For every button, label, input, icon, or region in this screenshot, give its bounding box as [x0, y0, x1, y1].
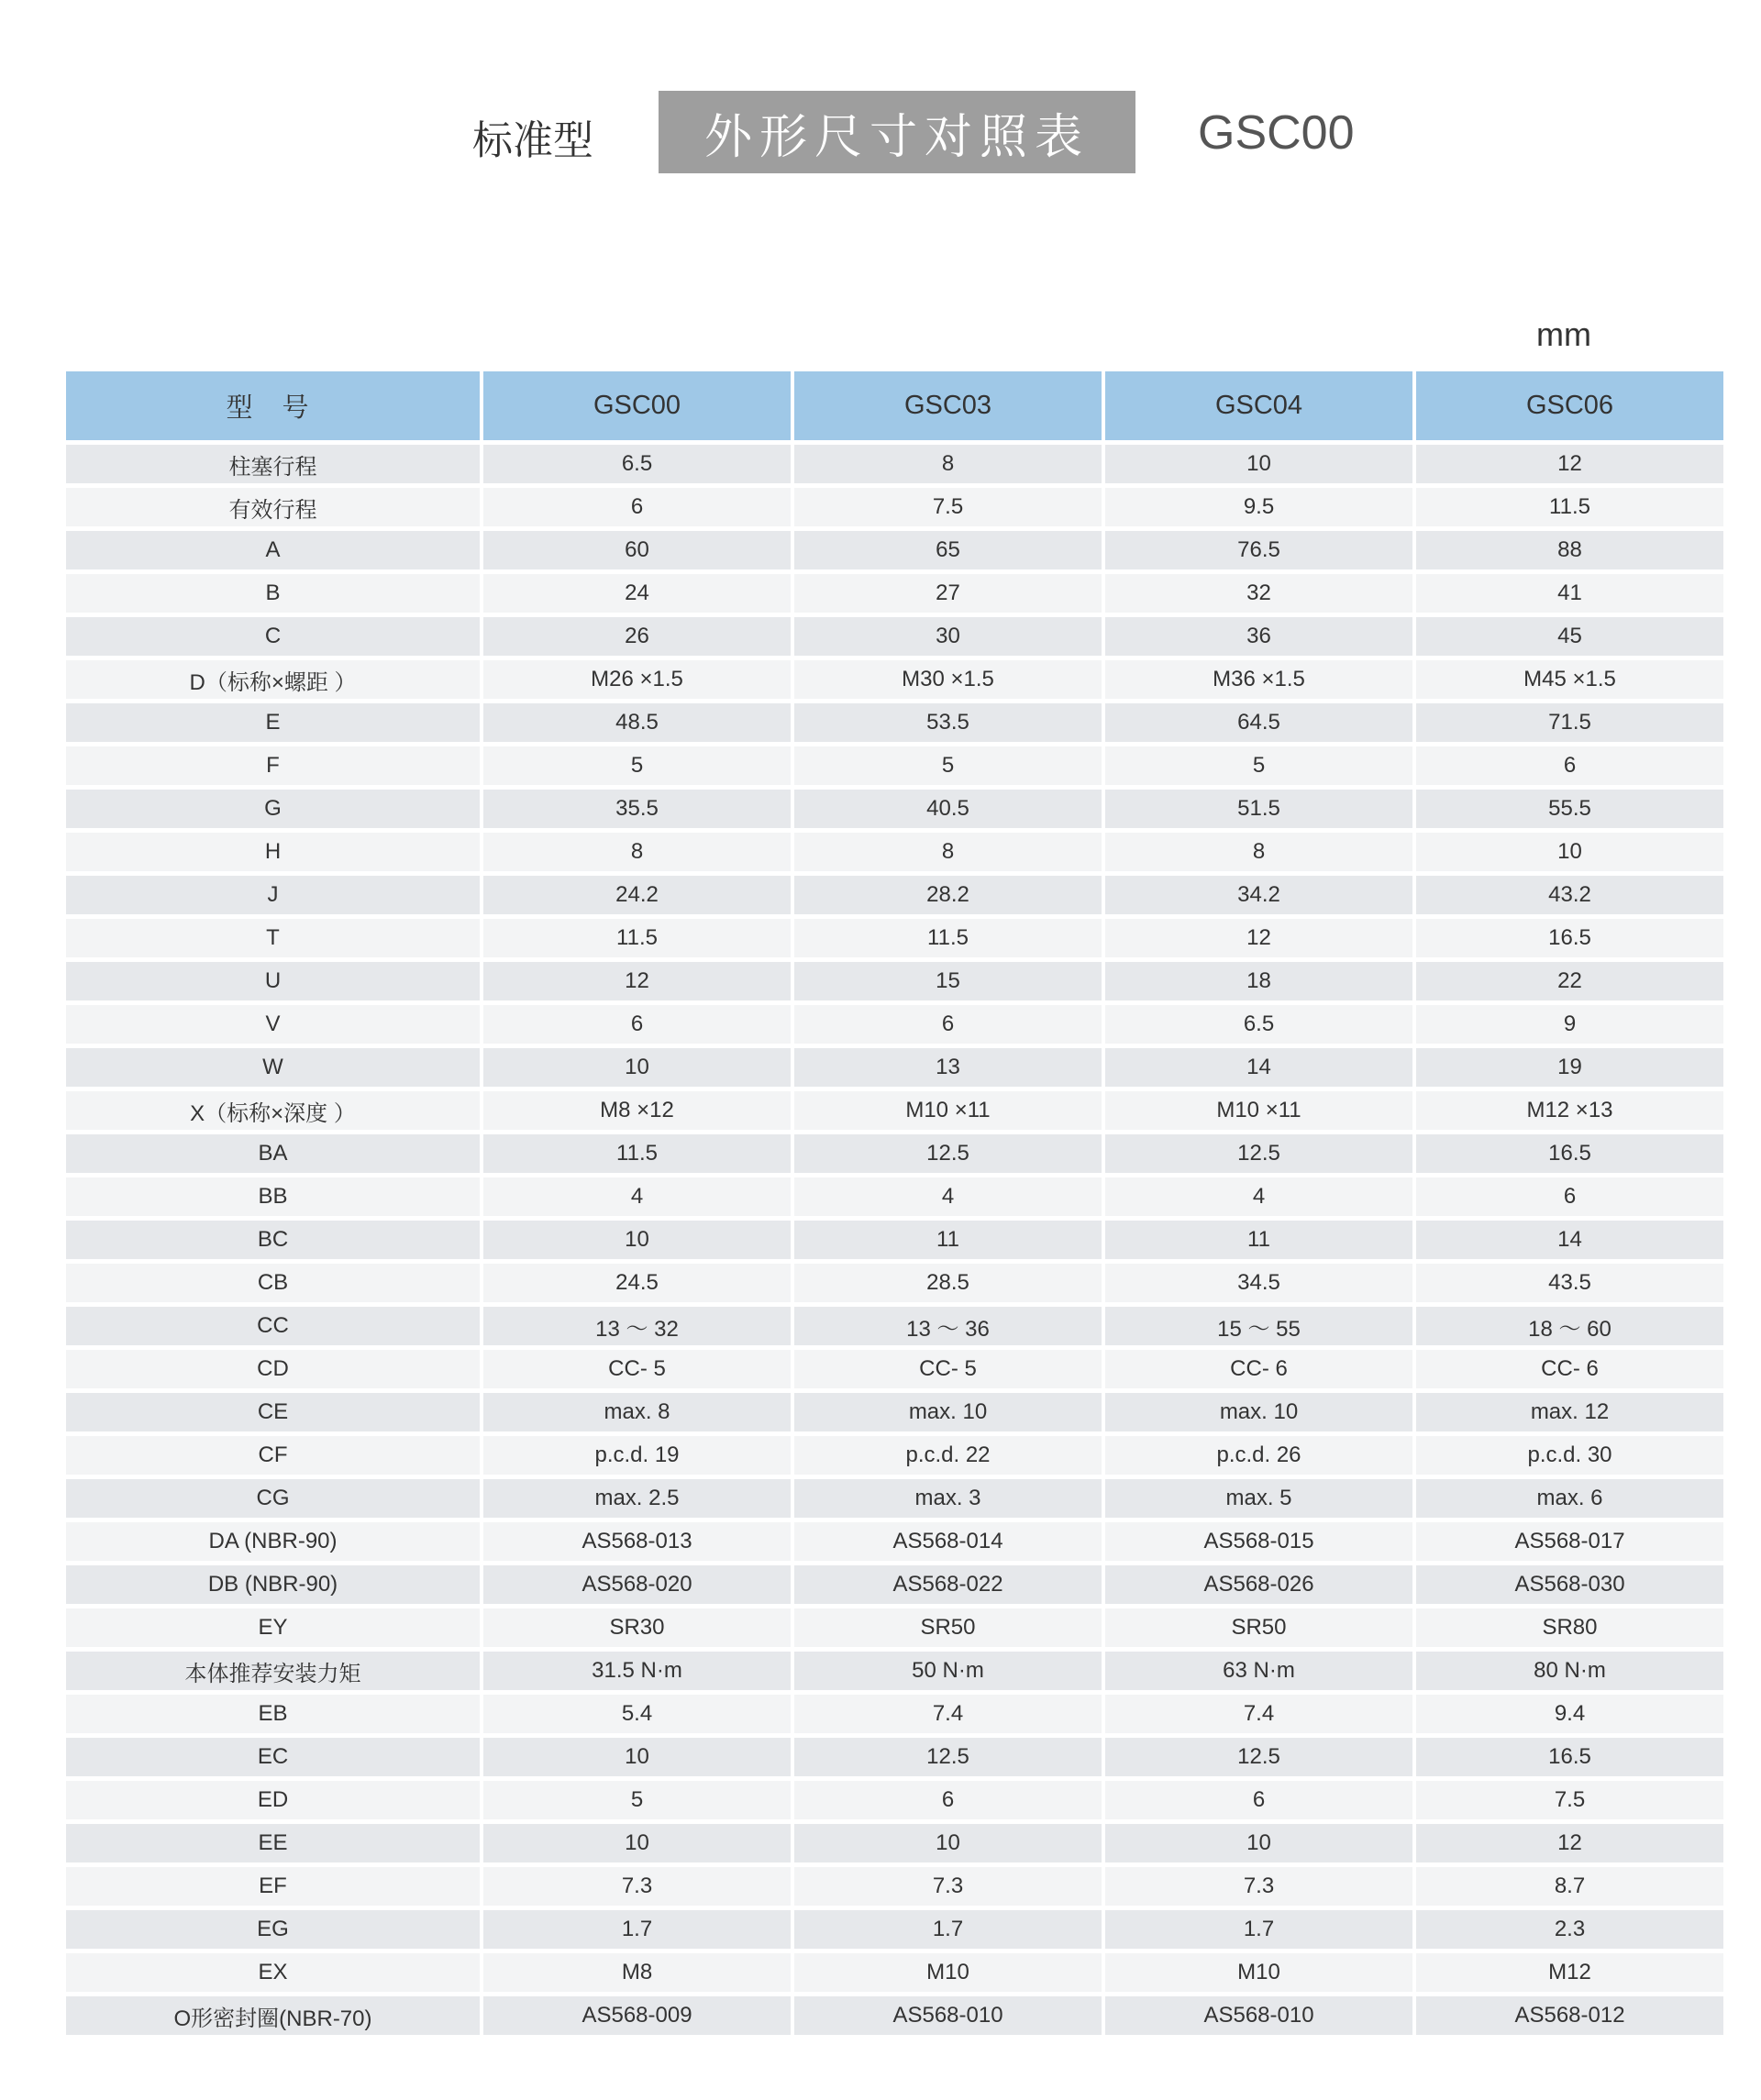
- table-cell: 7.4: [1105, 1695, 1412, 1733]
- table-row: [66, 1048, 1723, 1087]
- table-cell: 14: [1105, 1048, 1412, 1087]
- table-cell: 1.7: [483, 1910, 791, 1949]
- table-cell: 11.5: [794, 919, 1102, 957]
- table-cell: 55.5: [1416, 790, 1723, 828]
- table-cell: M8: [483, 1953, 791, 1992]
- row-label: EB: [66, 1695, 480, 1733]
- row-label: C: [66, 617, 480, 656]
- table-row: [66, 1522, 1723, 1561]
- row-label: BC: [66, 1221, 480, 1259]
- table-cell: 10: [1105, 1824, 1412, 1862]
- table-cell: 18: [1105, 962, 1412, 1000]
- table-cell: 9.5: [1105, 488, 1412, 526]
- table-cell: CC- 6: [1416, 1350, 1723, 1388]
- row-label: EY: [66, 1608, 480, 1647]
- table-cell: AS568-010: [1105, 1996, 1412, 2035]
- table-cell: AS568-020: [483, 1565, 791, 1604]
- table-cell: 51.5: [1105, 790, 1412, 828]
- row-label: H: [66, 833, 480, 871]
- row-label: W: [66, 1048, 480, 1087]
- table-row: [66, 1695, 1723, 1733]
- table-cell: CC- 5: [483, 1350, 791, 1388]
- row-label: EC: [66, 1738, 480, 1776]
- table-cell: AS568-014: [794, 1522, 1102, 1561]
- table-cell: 24.5: [483, 1264, 791, 1302]
- row-label: A: [66, 531, 480, 569]
- unit-label: mm: [1536, 315, 1591, 353]
- table-cell: 76.5: [1105, 531, 1412, 569]
- table-cell: 28.5: [794, 1264, 1102, 1302]
- table-cell: 4: [794, 1177, 1102, 1216]
- header-cell: GSC03: [794, 371, 1102, 440]
- table-cell: 12.5: [794, 1134, 1102, 1173]
- table-cell: AS568-015: [1105, 1522, 1412, 1561]
- table-cell: 63 N·m: [1105, 1652, 1412, 1690]
- table-row: [66, 1738, 1723, 1776]
- row-label: CB: [66, 1264, 480, 1302]
- table-row: [66, 488, 1723, 526]
- row-label: X（标称×深度 ）: [66, 1091, 480, 1130]
- table-cell: 15 ～ 55: [1105, 1307, 1412, 1345]
- table-row: [66, 1479, 1723, 1518]
- table-row: [66, 1005, 1723, 1044]
- table-row: [66, 1565, 1723, 1604]
- table-cell: 71.5: [1416, 703, 1723, 742]
- table-cell: 7.3: [483, 1867, 791, 1906]
- table-cell: M45 ×1.5: [1416, 660, 1723, 699]
- table-cell: 11: [1105, 1221, 1412, 1259]
- table-cell: 7.3: [1105, 1867, 1412, 1906]
- table-cell: 10: [1105, 445, 1412, 483]
- table-cell: 6.5: [1105, 1005, 1412, 1044]
- table-cell: 5: [794, 746, 1102, 785]
- table-cell: 18 ～ 60: [1416, 1307, 1723, 1345]
- table-cell: CC- 5: [794, 1350, 1102, 1388]
- table-cell: 8: [794, 445, 1102, 483]
- table-header-row: [66, 371, 1723, 440]
- table-cell: AS568-013: [483, 1522, 791, 1561]
- table-cell: 12: [1416, 445, 1723, 483]
- table-row: [66, 703, 1723, 742]
- row-label: CD: [66, 1350, 480, 1388]
- table-row: [66, 1134, 1723, 1173]
- table-cell: 26: [483, 617, 791, 656]
- header-cell: GSC04: [1105, 371, 1412, 440]
- table-cell: 43.2: [1416, 876, 1723, 914]
- table-row: [66, 617, 1723, 656]
- table-cell: 8.7: [1416, 1867, 1723, 1906]
- table-cell: M10 ×11: [1105, 1091, 1412, 1130]
- table-cell: M12 ×13: [1416, 1091, 1723, 1130]
- row-label: CF: [66, 1436, 480, 1475]
- table-cell: 31.5 N·m: [483, 1652, 791, 1690]
- table-cell: 5: [483, 1781, 791, 1819]
- table-cell: 15: [794, 962, 1102, 1000]
- table-cell: M26 ×1.5: [483, 660, 791, 699]
- table-cell: 13 ～ 36: [794, 1307, 1102, 1345]
- table-body: [66, 445, 1723, 2035]
- row-label: EF: [66, 1867, 480, 1906]
- table-cell: 65: [794, 531, 1102, 569]
- table-cell: p.c.d. 30: [1416, 1436, 1723, 1475]
- table-cell: 1.7: [1105, 1910, 1412, 1949]
- table-cell: max. 2.5: [483, 1479, 791, 1518]
- table-cell: AS568-026: [1105, 1565, 1412, 1604]
- table-row: [66, 1608, 1723, 1647]
- row-label: DA (NBR-90): [66, 1522, 480, 1561]
- table-cell: 27: [794, 574, 1102, 613]
- table-cell: AS568-012: [1416, 1996, 1723, 2035]
- table-row: [66, 1264, 1723, 1302]
- table-cell: 53.5: [794, 703, 1102, 742]
- dimension-table: [62, 367, 1727, 2039]
- table-row: [66, 1307, 1723, 1345]
- table-cell: 11: [794, 1221, 1102, 1259]
- table-cell: 10: [483, 1048, 791, 1087]
- table-row: [66, 790, 1723, 828]
- table-cell: max. 10: [1105, 1393, 1412, 1431]
- table-cell: max. 3: [794, 1479, 1102, 1518]
- row-label: BB: [66, 1177, 480, 1216]
- table-cell: 10: [1416, 833, 1723, 871]
- row-label: EG: [66, 1910, 480, 1949]
- table-cell: 11.5: [483, 1134, 791, 1173]
- row-label: CE: [66, 1393, 480, 1431]
- table-cell: 12.5: [794, 1738, 1102, 1776]
- row-label: J: [66, 876, 480, 914]
- row-label: V: [66, 1005, 480, 1044]
- model-label: GSC00: [1198, 106, 1355, 160]
- table-cell: p.c.d. 22: [794, 1436, 1102, 1475]
- table-cell: SR80: [1416, 1608, 1723, 1647]
- table-row: [66, 1221, 1723, 1259]
- table-cell: AS568-022: [794, 1565, 1102, 1604]
- row-label: F: [66, 746, 480, 785]
- table-row: [66, 1350, 1723, 1388]
- table-cell: 10: [483, 1221, 791, 1259]
- table-row: [66, 574, 1723, 613]
- table-row: [66, 1177, 1723, 1216]
- table-cell: M10: [794, 1953, 1102, 1992]
- table-cell: max. 10: [794, 1393, 1102, 1431]
- table-cell: 12: [1416, 1824, 1723, 1862]
- table-cell: 13 ～ 32: [483, 1307, 791, 1345]
- row-label: E: [66, 703, 480, 742]
- table-cell: 1.7: [794, 1910, 1102, 1949]
- row-label: 有效行程: [66, 488, 480, 526]
- table-cell: 6: [1416, 746, 1723, 785]
- type-label: 标准型: [472, 117, 593, 164]
- table-cell: 5: [483, 746, 791, 785]
- table-cell: 12.5: [1105, 1738, 1412, 1776]
- table-row: [66, 1436, 1723, 1475]
- table-cell: 6: [483, 488, 791, 526]
- table-cell: 45: [1416, 617, 1723, 656]
- table-cell: SR30: [483, 1608, 791, 1647]
- row-label: D（标称×螺距 ）: [66, 660, 480, 699]
- table-cell: 88: [1416, 531, 1723, 569]
- table-cell: M12: [1416, 1953, 1723, 1992]
- table-cell: 13: [794, 1048, 1102, 1087]
- table-cell: 28.2: [794, 876, 1102, 914]
- table-cell: 60: [483, 531, 791, 569]
- table-row: [66, 1824, 1723, 1862]
- row-label: DB (NBR-90): [66, 1565, 480, 1604]
- table-cell: 36: [1105, 617, 1412, 656]
- table-cell: 6: [794, 1781, 1102, 1819]
- table-row: [66, 876, 1723, 914]
- table-row: [66, 1091, 1723, 1130]
- table-cell: 8: [483, 833, 791, 871]
- table-cell: p.c.d. 19: [483, 1436, 791, 1475]
- table-cell: M10 ×11: [794, 1091, 1102, 1130]
- row-label: 柱塞行程: [66, 445, 480, 483]
- table-cell: max. 6: [1416, 1479, 1723, 1518]
- table-cell: 16.5: [1416, 919, 1723, 957]
- table-cell: 34.2: [1105, 876, 1412, 914]
- table-cell: SR50: [794, 1608, 1102, 1647]
- table-cell: 9.4: [1416, 1695, 1723, 1733]
- table-cell: 41: [1416, 574, 1723, 613]
- table-cell: 48.5: [483, 703, 791, 742]
- table-cell: 7.4: [794, 1695, 1102, 1733]
- table-cell: 4: [483, 1177, 791, 1216]
- table-cell: AS568-030: [1416, 1565, 1723, 1604]
- row-label: B: [66, 574, 480, 613]
- table-cell: 7.5: [794, 488, 1102, 526]
- table-cell: 34.5: [1105, 1264, 1412, 1302]
- table-cell: CC- 6: [1105, 1350, 1412, 1388]
- table-cell: 5: [1105, 746, 1412, 785]
- table-cell: 6: [794, 1005, 1102, 1044]
- row-label: BA: [66, 1134, 480, 1173]
- table-cell: AS568-010: [794, 1996, 1102, 2035]
- table-cell: 10: [794, 1824, 1102, 1862]
- row-label: CC: [66, 1307, 480, 1345]
- table-cell: 8: [1105, 833, 1412, 871]
- table-cell: 8: [794, 833, 1102, 871]
- table-cell: 6: [1105, 1781, 1412, 1819]
- table-cell: 12.5: [1105, 1134, 1412, 1173]
- table-cell: 6: [1416, 1177, 1723, 1216]
- table-cell: 10: [483, 1824, 791, 1862]
- row-label: EE: [66, 1824, 480, 1862]
- row-label: T: [66, 919, 480, 957]
- table-cell: max. 8: [483, 1393, 791, 1431]
- table-cell: 7.5: [1416, 1781, 1723, 1819]
- table-cell: 50 N·m: [794, 1652, 1102, 1690]
- header-cell-model: 型 号: [66, 371, 480, 440]
- table-row: [66, 1652, 1723, 1690]
- table-row: [66, 1781, 1723, 1819]
- table-cell: 12: [483, 962, 791, 1000]
- row-label: ED: [66, 1781, 480, 1819]
- table-cell: 4: [1105, 1177, 1412, 1216]
- table-cell: M10: [1105, 1953, 1412, 1992]
- table-cell: max. 12: [1416, 1393, 1723, 1431]
- table-cell: M30 ×1.5: [794, 660, 1102, 699]
- table-cell: 7.3: [794, 1867, 1102, 1906]
- table-row: [66, 531, 1723, 569]
- table-cell: 24.2: [483, 876, 791, 914]
- page-title: 外形尺寸对照表: [659, 91, 1135, 173]
- table-cell: 11.5: [1416, 488, 1723, 526]
- table-cell: 11.5: [483, 919, 791, 957]
- row-label: 本体推荐安装力矩: [66, 1652, 480, 1690]
- table-cell: M8 ×12: [483, 1091, 791, 1130]
- table-cell: M36 ×1.5: [1105, 660, 1412, 699]
- table-cell: 64.5: [1105, 703, 1412, 742]
- row-label: CG: [66, 1479, 480, 1518]
- table-cell: 22: [1416, 962, 1723, 1000]
- table-row: [66, 833, 1723, 871]
- table-cell: 14: [1416, 1221, 1723, 1259]
- table-cell: AS568-009: [483, 1996, 791, 2035]
- table-cell: 9: [1416, 1005, 1723, 1044]
- page-header: [0, 91, 1761, 173]
- table-row: [66, 919, 1723, 957]
- row-label: U: [66, 962, 480, 1000]
- table-row: [66, 1910, 1723, 1949]
- row-label: G: [66, 790, 480, 828]
- table-cell: 2.3: [1416, 1910, 1723, 1949]
- table-row: [66, 1393, 1723, 1431]
- table-row: [66, 1953, 1723, 1992]
- table-cell: AS568-017: [1416, 1522, 1723, 1561]
- table-row: [66, 1867, 1723, 1906]
- table-row: [66, 962, 1723, 1000]
- table-cell: 30: [794, 617, 1102, 656]
- table-cell: 80 N·m: [1416, 1652, 1723, 1690]
- table-cell: 24: [483, 574, 791, 613]
- table-cell: 35.5: [483, 790, 791, 828]
- table-cell: 16.5: [1416, 1134, 1723, 1173]
- table-cell: 19: [1416, 1048, 1723, 1087]
- table-cell: 6: [483, 1005, 791, 1044]
- table-cell: 43.5: [1416, 1264, 1723, 1302]
- row-label: O形密封圈(NBR-70): [66, 1996, 480, 2035]
- row-label: EX: [66, 1953, 480, 1992]
- table-cell: 5.4: [483, 1695, 791, 1733]
- header-cell: GSC06: [1416, 371, 1723, 440]
- table-cell: 6.5: [483, 445, 791, 483]
- table-cell: 40.5: [794, 790, 1102, 828]
- table-row: [66, 660, 1723, 699]
- table-row: [66, 1996, 1723, 2035]
- table-cell: max. 5: [1105, 1479, 1412, 1518]
- table-row: [66, 746, 1723, 785]
- table-cell: 12: [1105, 919, 1412, 957]
- table-cell: SR50: [1105, 1608, 1412, 1647]
- table-cell: 16.5: [1416, 1738, 1723, 1776]
- table-row: [66, 445, 1723, 483]
- table-cell: 32: [1105, 574, 1412, 613]
- table-cell: 10: [483, 1738, 791, 1776]
- header-cell: GSC00: [483, 371, 791, 440]
- table-cell: p.c.d. 26: [1105, 1436, 1412, 1475]
